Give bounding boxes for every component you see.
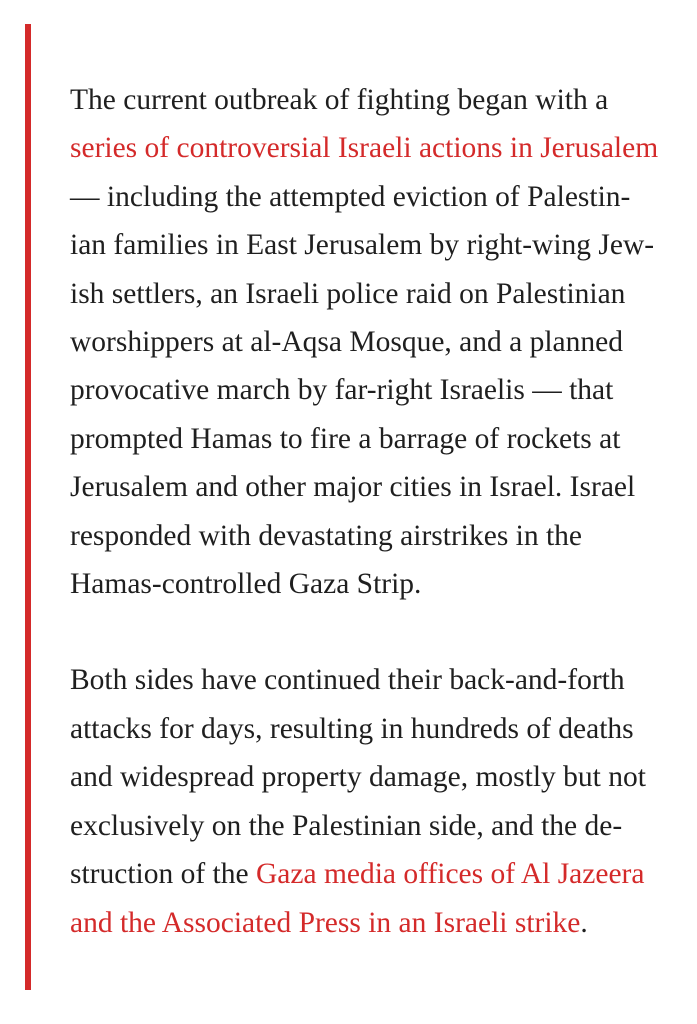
text-line: provocative march by far-right Israelis — that: [70, 374, 614, 407]
text-line: responded with devastating airstrikes in the: [70, 519, 583, 552]
text-line: attacks for days, resulting in hundreds of deaths: [70, 712, 634, 745]
paragraph-2: [70, 656, 670, 946]
text-line: exclusively on the Palestinian side, and the de-: [70, 809, 623, 842]
text-line: and widespread property damage, mostly but not: [70, 761, 646, 794]
text-line: ian families in East Jerusalem by right-wing Jew-: [70, 229, 655, 262]
paragraph-1: [70, 76, 670, 608]
text-line: Both sides have continued their back-and-forth: [70, 664, 625, 697]
media-offices-link[interactable]: Gaza media offices of Al Jazeera: [255, 858, 645, 891]
text-line: — including the attempted eviction of Palestin-: [70, 180, 631, 213]
sentence-end-period: .: [580, 906, 588, 939]
accent-bar: [25, 24, 31, 990]
text-line: The current outbreak of fighting began with a: [70, 84, 609, 116]
text-line: prompted Hamas to fire a barrage of rockets at: [70, 422, 621, 455]
jerusalem-actions-link[interactable]: series of controversial Israeli actions in Jerusalem: [70, 132, 659, 165]
article-body: [70, 76, 670, 947]
text-line: Hamas-controlled Gaza Strip.: [70, 568, 422, 601]
text-fragment: struction of the: [70, 858, 256, 891]
text-line: Jerusalem and other major cities in Israel. Israel: [70, 471, 636, 504]
media-offices-link-continued[interactable]: and the Associated Press in an Israeli strike: [70, 906, 581, 939]
text-line: worshippers at al-Aqsa Mosque, and a planned: [70, 326, 623, 359]
text-line: ish settlers, an Israeli police raid on Palestinian: [70, 277, 626, 310]
